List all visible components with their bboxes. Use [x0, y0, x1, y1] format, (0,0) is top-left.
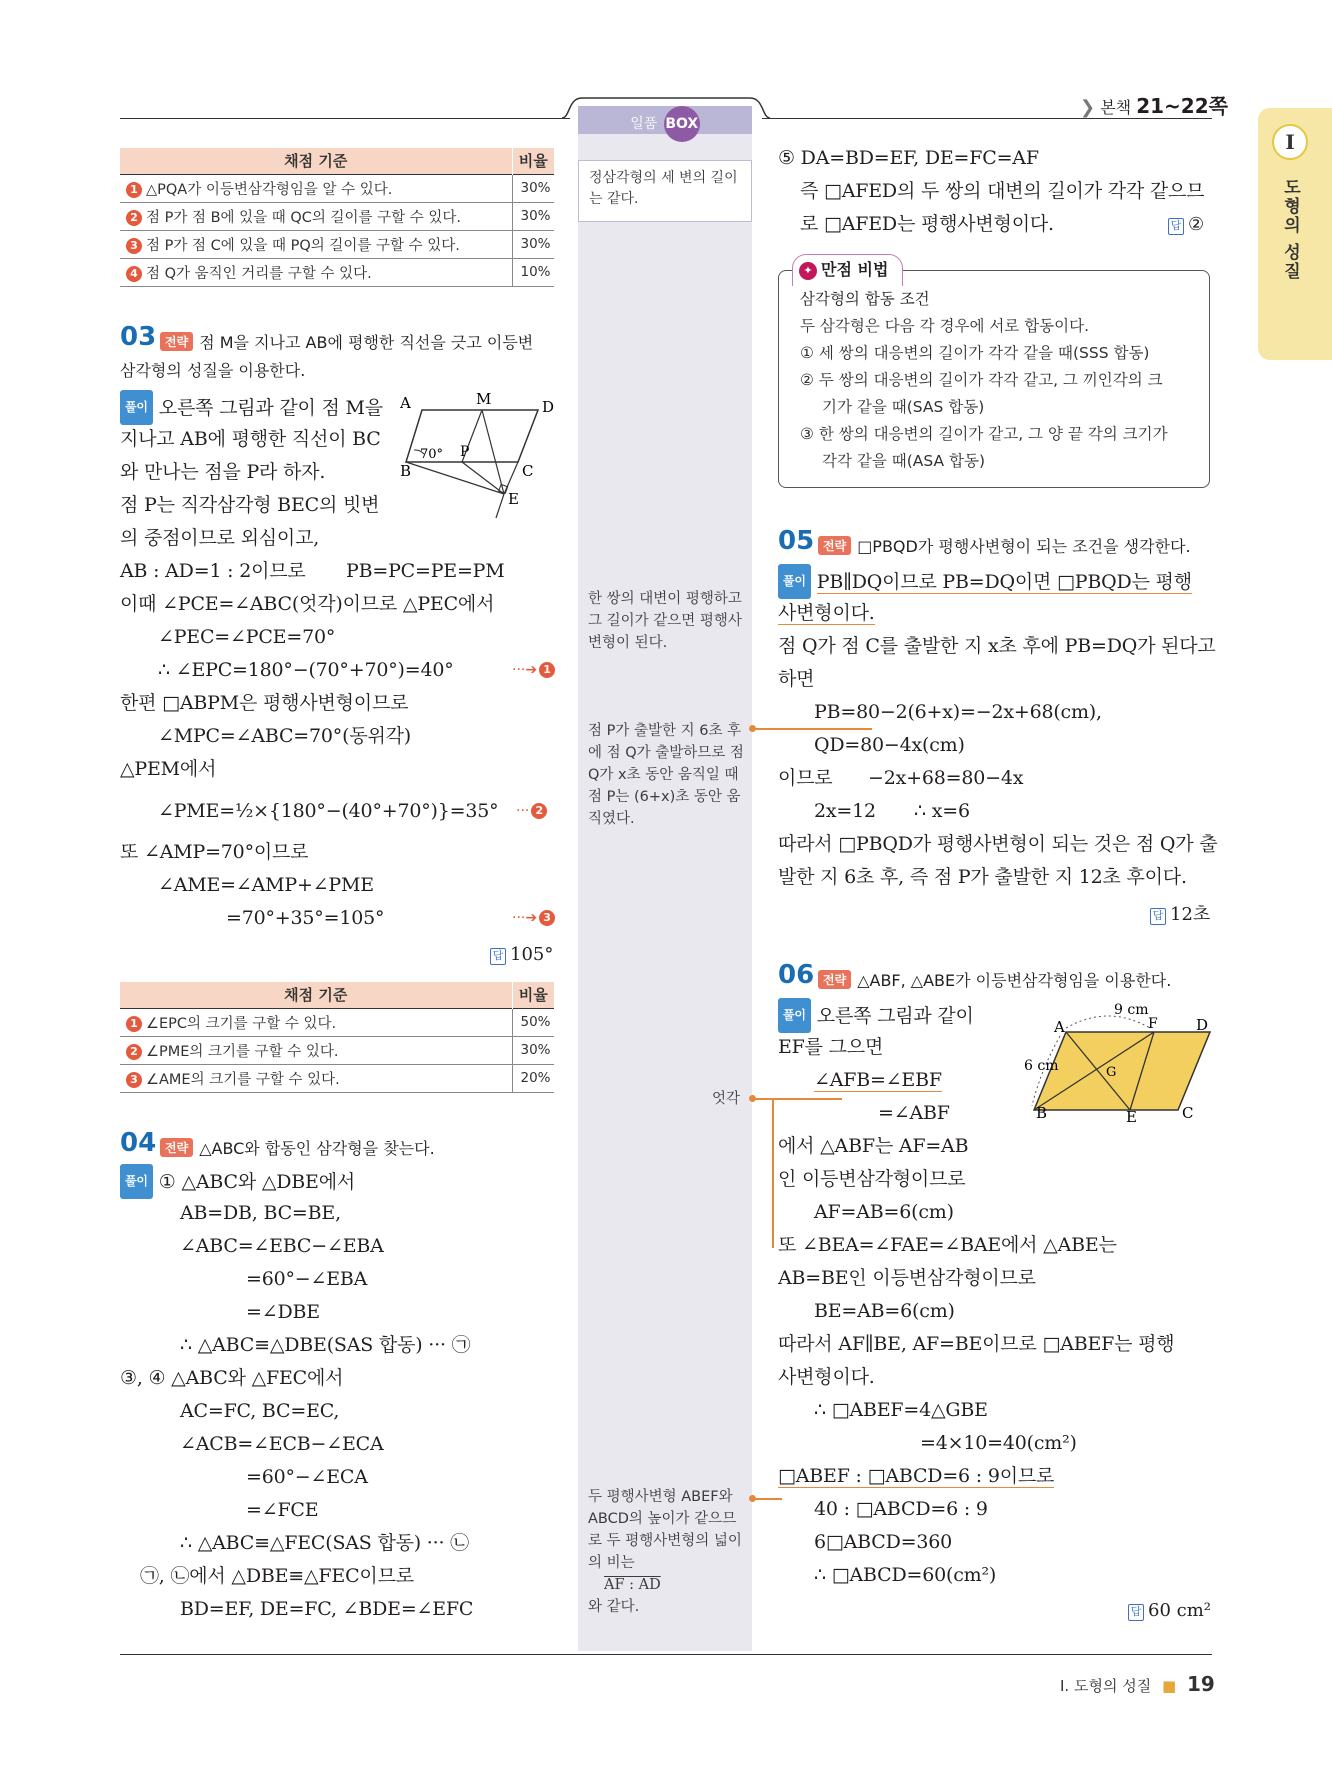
connector-dot: [749, 1495, 756, 1502]
strategy-text: 삼각형의 성질을 이용한다.: [120, 361, 306, 380]
tip-line: ③ 한 쌍의 대응변의 길이가 같고, 그 양 끝 각의 크기가: [800, 425, 1168, 443]
solution-line: 에서 △ABF는 AF=AB: [778, 1135, 969, 1157]
chapter-number: I: [1272, 124, 1308, 160]
solution-line: ∠ACB=∠ECB−∠ECA: [180, 1433, 384, 1455]
solution-line: 풀이 오른쪽 그림과 같이 점 M을: [120, 390, 383, 425]
box-label: 일품 BOX: [578, 106, 752, 134]
solution-line: 이때 ∠PCE=∠ABC(엇각)이므로 △PEC에서: [120, 593, 495, 615]
figure-parallelogram-ambcd: [400, 392, 560, 524]
solution-line: ∴ ∠EPC=180°−(70°+70°)=40°: [158, 659, 454, 681]
solution-line: ∠AFB=∠EBF: [814, 1069, 942, 1091]
svg-text:D: D: [542, 398, 555, 416]
solution-line: 발한 지 6초 후, 즉 점 P가 출발한 지 12초 후이다.: [778, 866, 1187, 888]
margin-note-1: 정삼각형의 세 변의 길이는 같다.: [589, 170, 738, 207]
tip-title: ✦ 만점 비법: [792, 254, 903, 286]
solution-line: 사변형이다.: [778, 1366, 875, 1388]
solution-line: 로 □AFED는 평행사변형이다.: [800, 213, 1054, 235]
solution-line: 사변형이다.: [778, 602, 875, 624]
solution-line: 또 ∠BEA=∠FAE=∠BAE에서 △ABE는: [778, 1234, 1117, 1256]
solution-line: 와 만나는 점을 P라 하자.: [120, 461, 326, 483]
svg-text:E: E: [1126, 1108, 1137, 1126]
solution-line: ③, ④ △ABC와 △FEC에서: [120, 1367, 344, 1389]
connector-line: [772, 1098, 774, 1248]
connector-line: [752, 1498, 782, 1500]
solution-line: 의 중점이므로 외심이고,: [120, 527, 320, 549]
solution-line: 따라서 □PBQD가 평행사변형이 되는 것은 점 Q가 출: [778, 833, 1218, 855]
margin-note-box: [578, 160, 752, 222]
solution-line: BD=EF, DE=FC, ∠BDE=∠EFC: [180, 1598, 474, 1620]
score-marker-2: ··· 2: [516, 803, 551, 819]
solution-line: □ABEF : □ABCD=6 : 9이므로: [778, 1465, 1055, 1487]
margin-note-5: 두 평행사변형 ABEF와 ABCD의 높이가 같으므로 두 평행사변형의 넓이의 비는 AF : AD 와 같다.: [588, 1489, 742, 1615]
scoring-table-2: 채점 기준 비율 1 ∠EPC의 크기를 구할 수 있다. 50% 2 ∠PME의 크기를 구할 수 있다. 30% 3 ∠AME의 크기를 구할 수 있다. 20%: [120, 982, 554, 1093]
solution-line: −2x+68=80−4x: [868, 767, 1024, 789]
solution-line: AC=FC, BC=EC,: [180, 1400, 340, 1422]
solution-line: AB : AD=1 : 2이므로: [120, 560, 306, 582]
header-rule-left: [120, 118, 570, 119]
page-reference: ❯ 본책 21~22쪽: [1080, 94, 1228, 118]
solution-line: ∠ABC=∠EBC−∠EBA: [180, 1235, 384, 1257]
solution-line: =∠DBE: [246, 1301, 320, 1323]
strategy-text: 전략 점 M을 지나고 AB에 평행한 직선을 긋고 이등변: [160, 330, 533, 353]
solution-line: 풀이 ① △ABC와 △DBE에서: [120, 1164, 355, 1199]
svg-text:D: D: [1196, 1016, 1209, 1034]
score-marker-1: ···➔ 1: [512, 662, 559, 678]
table-row: 1 ∠EPC의 크기를 구할 수 있다. 50%: [120, 1008, 554, 1036]
problem-number: 06: [778, 960, 815, 990]
svg-text:9 cm: 9 cm: [1114, 1002, 1149, 1018]
solution-line: ∠PEC=∠PCE=70°: [158, 626, 336, 648]
answer: 답 60 cm²: [1128, 1600, 1211, 1621]
tip-line: 기가 같을 때(SAS 합동): [822, 398, 985, 416]
page-footer: I. 도형의 성질 ■ 19: [1060, 1672, 1215, 1696]
solution-line: 풀이 오른쪽 그림과 같이: [778, 998, 974, 1033]
footer-rule: [120, 1654, 1212, 1655]
connector-dot: [749, 725, 756, 732]
solution-line: AB=BE인 이등변삼각형이므로: [778, 1267, 1036, 1289]
chapter-tab[interactable]: [1258, 108, 1332, 360]
svg-text:M: M: [476, 392, 492, 408]
strategy-text: 전략 △ABF, △ABE가 이등변삼각형임을 이용한다.: [818, 968, 1171, 991]
solution-line: ∴ □ABCD=60(cm²): [814, 1564, 997, 1586]
svg-text:E: E: [508, 490, 519, 508]
chapter-title: 도형의 성질: [1280, 178, 1300, 281]
problem-number: 03: [120, 322, 157, 352]
svg-text:G: G: [1106, 1065, 1117, 1080]
tip-line: ① 세 쌍의 대응변의 길이가 각각 같을 때(SSS 합동): [800, 344, 1150, 362]
table-row: 2 ∠PME의 크기를 구할 수 있다. 30%: [120, 1036, 554, 1064]
table-row: 1 △PQA가 이등변삼각형임을 알 수 있다. 30%: [120, 174, 554, 202]
solution-line: 점 P는 직각삼각형 BEC의 빗변: [120, 494, 380, 516]
solution-line: PB=PC=PE=PM: [346, 560, 505, 582]
tip-line: ② 두 쌍의 대응변의 길이가 각각 같고, 그 끼인각의 크: [800, 371, 1163, 389]
connector-line: [772, 1098, 842, 1100]
margin-note-3: 점 P가 출발한 지 6초 후에 점 Q가 출발하므로 점 Q가 x초 동안 움직일 때 점 P는 (6+x)초 동안 움직였다.: [588, 723, 744, 827]
strategy-text: 전략 □PBQD가 평행사변형이 되는 조건을 생각한다.: [818, 534, 1191, 557]
solution-line: 풀이 PB∥DQ이므로 PB=DQ이면 □PBQD는 평행: [778, 564, 1192, 599]
solution-line: 점 Q가 점 C를 출발한 지 x초 후에 PB=DQ가 된다고: [778, 635, 1216, 657]
solution-line: ∠MPC=∠ABC=70°(동위각): [158, 725, 411, 747]
solution-line: 6□ABCD=360: [814, 1531, 953, 1553]
solution-line: EF를 그으면: [778, 1036, 884, 1058]
solution-line: ∴ x=6: [914, 800, 970, 822]
solution-line: 인 이등변삼각형이므로: [778, 1168, 966, 1190]
table-row: 3 점 P가 점 C에 있을 때 PQ의 길이를 구할 수 있다. 30%: [120, 230, 554, 258]
connector-dot: [749, 1095, 756, 1102]
margin-note-2: 한 쌍의 대변이 평행하고 그 길이가 같으면 평행사변형이 된다.: [588, 591, 742, 651]
problem-number: 04: [120, 1128, 157, 1158]
solution-line: 따라서 AF∥BE, AF=BE이므로 □ABEF는 평행: [778, 1333, 1175, 1355]
scoring-table-1: 채점 기준 비율 1 △PQA가 이등변삼각형임을 알 수 있다. 30% 2 점 P가 점 B에 있을 때 QC의 길이를 구할 수 있다. 30% 3 점 P가 점 C에 있을 때 PQ의 길이를 구할 수 있다. 30% 4 점 Q가 움직인 거리를 구할 수 있다. 10%: [120, 148, 554, 287]
solution-line: 한편 □ABPM은 평행사변형이므로: [120, 692, 409, 714]
svg-text:B: B: [1036, 1104, 1048, 1122]
chevron-right-icon: ❯: [1080, 97, 1096, 118]
solution-line: ∴ △ABC≡△FEC(SAS 합동) ··· ㉡: [180, 1532, 469, 1554]
figure-parallelogram-abcd: [1018, 998, 1218, 1128]
solution-line: 하면: [778, 668, 815, 690]
solution-line: AB=DB, BC=BE,: [180, 1202, 341, 1224]
problem-number: 05: [778, 526, 815, 556]
solution-line: 이므로: [778, 767, 833, 789]
svg-text:A: A: [400, 394, 411, 412]
solution-line: PB=80−2(6+x)=−2x+68(cm),: [814, 701, 1102, 723]
solution-line: 2x=12: [814, 800, 876, 822]
table-row: 2 점 P가 점 B에 있을 때 QC의 길이를 구할 수 있다. 30%: [120, 202, 554, 230]
lightbulb-icon: ✦: [799, 262, 817, 280]
solution-line: BE=AB=6(cm): [814, 1300, 955, 1322]
margin-column: [578, 106, 752, 1651]
solution-line: ∠AME=∠AMP+∠PME: [158, 874, 374, 896]
solution-line: QD=80−4x(cm): [814, 734, 965, 756]
solution-line: =60°−∠ECA: [246, 1466, 368, 1488]
solution-line: 지나고 AB에 평행한 직선이 BC: [120, 428, 381, 450]
tip-line: 각각 같을 때(ASA 합동): [822, 452, 986, 470]
answer: 답 ②: [1168, 214, 1204, 235]
strategy-text: 전략 △ABC와 합동인 삼각형을 찾는다.: [160, 1136, 435, 1159]
svg-text:F: F: [1148, 1016, 1158, 1032]
answer: 답 12초: [1150, 900, 1210, 926]
solution-line: ⑤ DA=BD=EF, DE=FC=AF: [778, 147, 1039, 169]
solution-line: ∠PME=½×{180°−(40°+70°)}=35°: [158, 800, 499, 822]
svg-text:C: C: [522, 462, 534, 480]
svg-text:C: C: [1182, 1104, 1194, 1122]
solution-line: =70°+35°=105°: [226, 907, 385, 929]
solution-line: =60°−∠EBA: [246, 1268, 368, 1290]
svg-text:A: A: [1054, 1018, 1065, 1036]
margin-note-4: 엇각: [712, 1091, 741, 1107]
svg-text:P: P: [460, 444, 470, 460]
solution-line: ∴ □ABEF=4△GBE: [814, 1399, 988, 1421]
solution-line: 즉 □AFED의 두 쌍의 대변의 길이가 각각 같으므: [800, 180, 1205, 202]
solution-line: ∴ △ABC≡△DBE(SAS 합동) ··· ㉠: [180, 1334, 471, 1356]
solution-line: =4×10=40(cm²): [920, 1432, 1077, 1454]
solution-line: AF=AB=6(cm): [814, 1201, 954, 1223]
table-row: 3 ∠AME의 크기를 구할 수 있다. 20%: [120, 1064, 554, 1092]
tip-line: 삼각형의 합동 조건: [800, 290, 930, 308]
score-marker-3: ···➔ 3: [512, 910, 559, 926]
answer: 답 105°: [490, 944, 553, 965]
solution-line: =∠ABF: [878, 1102, 950, 1124]
table-row: 4 점 Q가 움직인 거리를 구할 수 있다. 10%: [120, 258, 554, 286]
svg-text:B: B: [400, 462, 412, 480]
solution-line: =∠FCE: [246, 1499, 319, 1521]
box-badge: BOX: [664, 106, 700, 142]
solution-line: 40 : □ABCD=6 : 9: [814, 1498, 988, 1520]
svg-text:6 cm: 6 cm: [1024, 1058, 1059, 1074]
solution-line: △PEM에서: [120, 758, 217, 780]
tip-line: 두 삼각형은 다음 각 경우에 서로 합동이다.: [800, 317, 1090, 335]
solution-line: ㉠, ㉡에서 △DBE≡△FEC이므로: [140, 1565, 414, 1587]
page-number: 19: [1186, 1672, 1215, 1696]
solution-line: 또 ∠AMP=70°이므로: [120, 841, 309, 863]
svg-text:70°: 70°: [420, 447, 444, 462]
